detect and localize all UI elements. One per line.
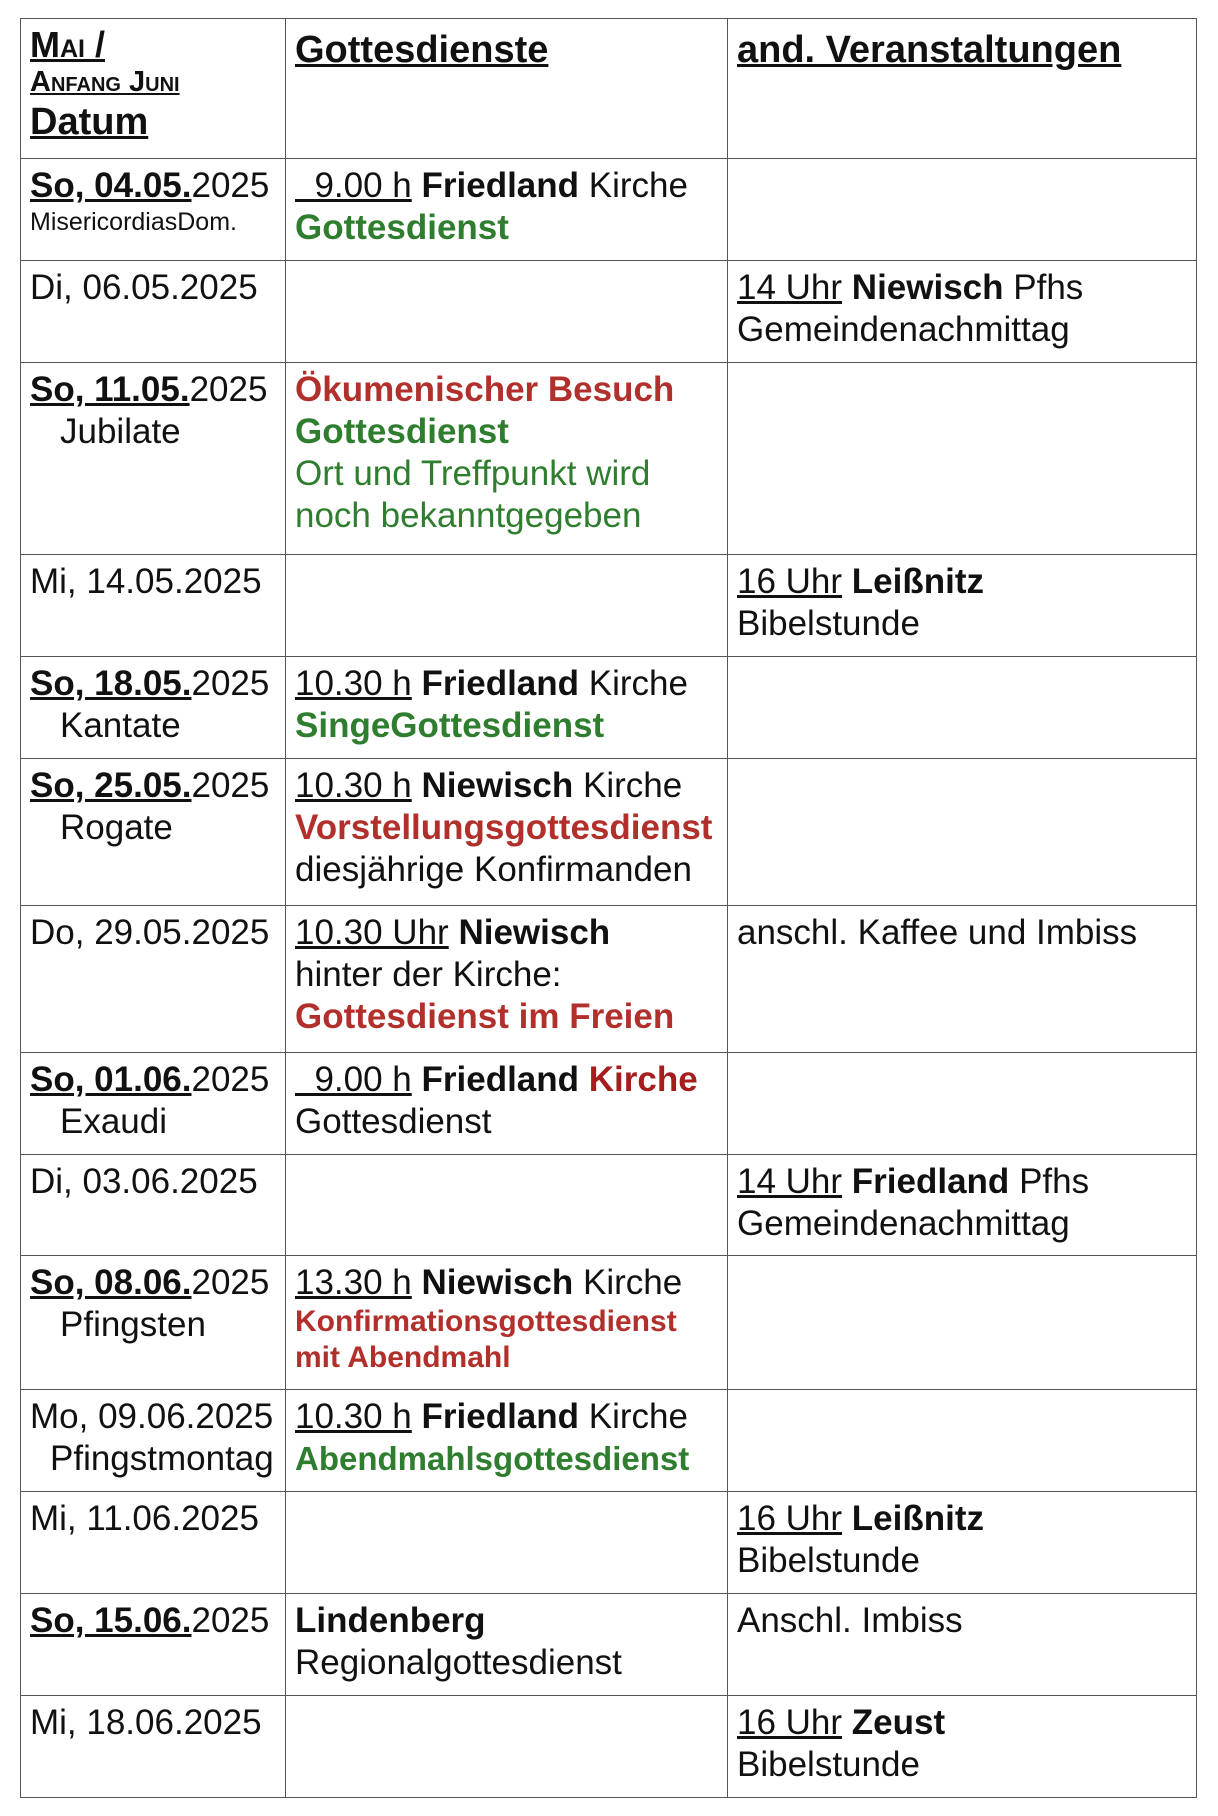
service-name: Gottesdienst (295, 1101, 492, 1141)
service-place: Lindenberg (295, 1601, 486, 1641)
event-cell (728, 1256, 1197, 1390)
date-sub: Rogate (60, 807, 173, 847)
date-cell (21, 758, 286, 905)
date: Mi, 18.06.2025 (30, 1702, 262, 1742)
date-cell (21, 363, 286, 555)
header-events: and. Veranstaltungen (737, 29, 1122, 71)
event-place: Niewisch (851, 268, 1004, 308)
event-cell (728, 1154, 1197, 1256)
event-place-suffix: Pfhs (1019, 1161, 1090, 1201)
service-name: Konfirmationsgottesdienst (295, 1305, 677, 1339)
header-month: Mai / (30, 24, 105, 65)
event-cell (728, 905, 1197, 1052)
date-sub: Jubilate (60, 412, 181, 452)
event-cell (728, 159, 1197, 261)
event-time: 16 Uhr (737, 562, 843, 602)
service-place: Friedland (421, 663, 580, 703)
event-desc: anschl. Kaffee und Imbiss (737, 912, 1138, 952)
service-name: Regionalgottesdienst (295, 1643, 622, 1683)
event-cell (728, 1492, 1197, 1594)
date-year: 2025 (191, 166, 270, 206)
header-services-cell (286, 19, 728, 159)
event-cell (728, 1052, 1197, 1154)
service-cell (286, 1492, 728, 1594)
date-cell (21, 1390, 286, 1492)
date-year: 2025 (191, 1059, 270, 1099)
date-year: 2025 (189, 370, 268, 410)
date: Di, 06.05.2025 (30, 268, 258, 308)
date-cell (21, 1695, 286, 1797)
event-desc: Gemeindenachmittag (737, 1203, 1070, 1243)
service-time: 10.30 h (295, 663, 412, 703)
table-row (21, 1390, 1197, 1492)
date-cell (21, 261, 286, 363)
date-sub: Exaudi (60, 1101, 168, 1141)
date-cell (21, 1154, 286, 1256)
event-cell (728, 1594, 1197, 1696)
header-date-cell (21, 19, 286, 159)
date-day: So, 15.06. (30, 1601, 192, 1641)
service-place-suffix: Kirche (582, 765, 683, 805)
date-cell (21, 1052, 286, 1154)
service-line2: hinter der Kirche: (295, 954, 562, 994)
service-place: Friedland (421, 166, 580, 206)
service-line4: noch bekanntgegeben (295, 496, 642, 536)
service-time: 10.30 h (295, 1397, 412, 1437)
service-cell (286, 1594, 728, 1696)
table-row (21, 363, 1197, 555)
service-place: Friedland (421, 1397, 580, 1437)
date-sub: Kantate (60, 705, 181, 745)
service-cell (286, 1390, 728, 1492)
event-cell (728, 1390, 1197, 1492)
date-year: 2025 (191, 1263, 270, 1303)
table-row (21, 656, 1197, 758)
date-year: 2025 (191, 663, 270, 703)
event-cell (728, 261, 1197, 363)
table-row (21, 1695, 1197, 1797)
service-place-suffix: Kirche (588, 663, 688, 703)
date-sub: Pfingsten (60, 1305, 206, 1345)
event-cell (728, 363, 1197, 555)
event-desc: Anschl. Imbiss (737, 1601, 963, 1641)
date-year: 2025 (191, 765, 270, 805)
table-row (21, 1052, 1197, 1154)
date: Di, 03.06.2025 (30, 1161, 258, 1201)
service-time: 9.00 h (295, 1059, 412, 1099)
service-cell (286, 905, 728, 1052)
date-cell (21, 656, 286, 758)
event-desc: Bibelstunde (737, 1541, 920, 1581)
event-cell (728, 656, 1197, 758)
service-cell (286, 1695, 728, 1797)
service-place-suffix: Kirche (588, 1059, 698, 1099)
date-cell (21, 1492, 286, 1594)
service-place: Niewisch (421, 1263, 574, 1303)
service-cell (286, 656, 728, 758)
event-cell (728, 1695, 1197, 1797)
service-cell (286, 363, 728, 555)
event-place: Friedland (851, 1161, 1010, 1201)
date: Mo, 09.06.2025 (30, 1397, 274, 1437)
service-name-2: mit Abendmahl (295, 1341, 511, 1375)
service-cell (286, 1154, 728, 1256)
date-day: So, 04.05. (30, 166, 192, 206)
date: Mi, 11.06.2025 (30, 1499, 259, 1539)
service-time: 10.30 h (295, 765, 412, 805)
date-year: 2025 (191, 1601, 270, 1641)
service-place-suffix: Kirche (588, 166, 688, 206)
date-cell (21, 1256, 286, 1390)
event-desc: Bibelstunde (737, 1744, 920, 1784)
service-name: Vorstellungsgottesdienst (295, 807, 713, 847)
table-row (21, 1154, 1197, 1256)
service-cell (286, 1256, 728, 1390)
date-cell (21, 555, 286, 657)
event-place: Leißnitz (851, 562, 985, 602)
event-place-suffix: Pfhs (1013, 268, 1084, 308)
date-sub: Pfingstmontag (50, 1439, 274, 1479)
event-table (20, 18, 1197, 1798)
event-cell (728, 758, 1197, 905)
service-cell (286, 555, 728, 657)
service-time: 9.00 h (295, 166, 412, 206)
event-desc: Bibelstunde (737, 604, 920, 644)
service-line3: Ort und Treffpunkt wird (295, 454, 651, 494)
table-row (21, 905, 1197, 1052)
event-cell (728, 555, 1197, 657)
date-day: So, 11.05. (30, 370, 190, 410)
table-row (21, 159, 1197, 261)
date-day: So, 18.05. (30, 663, 192, 703)
service-time: 10.30 Uhr (295, 912, 449, 952)
service-note: diesjährige Konfirmanden (295, 849, 692, 889)
service-line1: Ökumenischer Besuch (295, 370, 675, 410)
event-time: 14 Uhr (737, 268, 843, 308)
service-cell (286, 261, 728, 363)
table-row (21, 261, 1197, 363)
service-line2: Gottesdienst (295, 412, 509, 452)
table-row (21, 1492, 1197, 1594)
service-place: Friedland (421, 1059, 580, 1099)
service-place-suffix: Kirche (588, 1397, 688, 1437)
event-place: Zeust (851, 1702, 946, 1742)
table-row (21, 758, 1197, 905)
header-month-sub: Anfang Juni (30, 66, 180, 98)
header-events-cell (728, 19, 1197, 159)
service-name: Gottesdienst im Freien (295, 996, 675, 1036)
event-time: 16 Uhr (737, 1499, 843, 1539)
table-header-row (21, 19, 1197, 159)
service-name: Gottesdienst (295, 208, 509, 248)
event-place: Leißnitz (851, 1499, 985, 1539)
date-sub: MisericordiasDom. (30, 208, 237, 237)
service-place-suffix: Kirche (582, 1263, 683, 1303)
service-place: Niewisch (421, 765, 574, 805)
table-row (21, 1594, 1197, 1696)
date: Do, 29.05.2025 (30, 912, 270, 952)
service-cell (286, 1052, 728, 1154)
date: Mi, 14.05.2025 (30, 562, 262, 602)
service-cell (286, 758, 728, 905)
date-cell (21, 1594, 286, 1696)
table-row (21, 1256, 1197, 1390)
service-place: Niewisch (458, 912, 611, 952)
header-date: Datum (30, 101, 149, 143)
date-day: So, 01.06. (30, 1059, 192, 1099)
event-desc: Gemeindenachmittag (737, 310, 1070, 350)
event-time: 14 Uhr (737, 1161, 843, 1201)
service-cell (286, 159, 728, 261)
table-row (21, 555, 1197, 657)
service-name: SingeGottesdienst (295, 705, 605, 745)
date-cell (21, 159, 286, 261)
date-cell (21, 905, 286, 1052)
service-time: 13.30 h (295, 1263, 412, 1303)
date-day: So, 08.06. (30, 1263, 192, 1303)
header-services: Gottesdienste (295, 29, 549, 71)
date-day: So, 25.05. (30, 765, 192, 805)
event-time: 16 Uhr (737, 1702, 843, 1742)
service-name: Abendmahlsgottesdienst (295, 1440, 690, 1478)
